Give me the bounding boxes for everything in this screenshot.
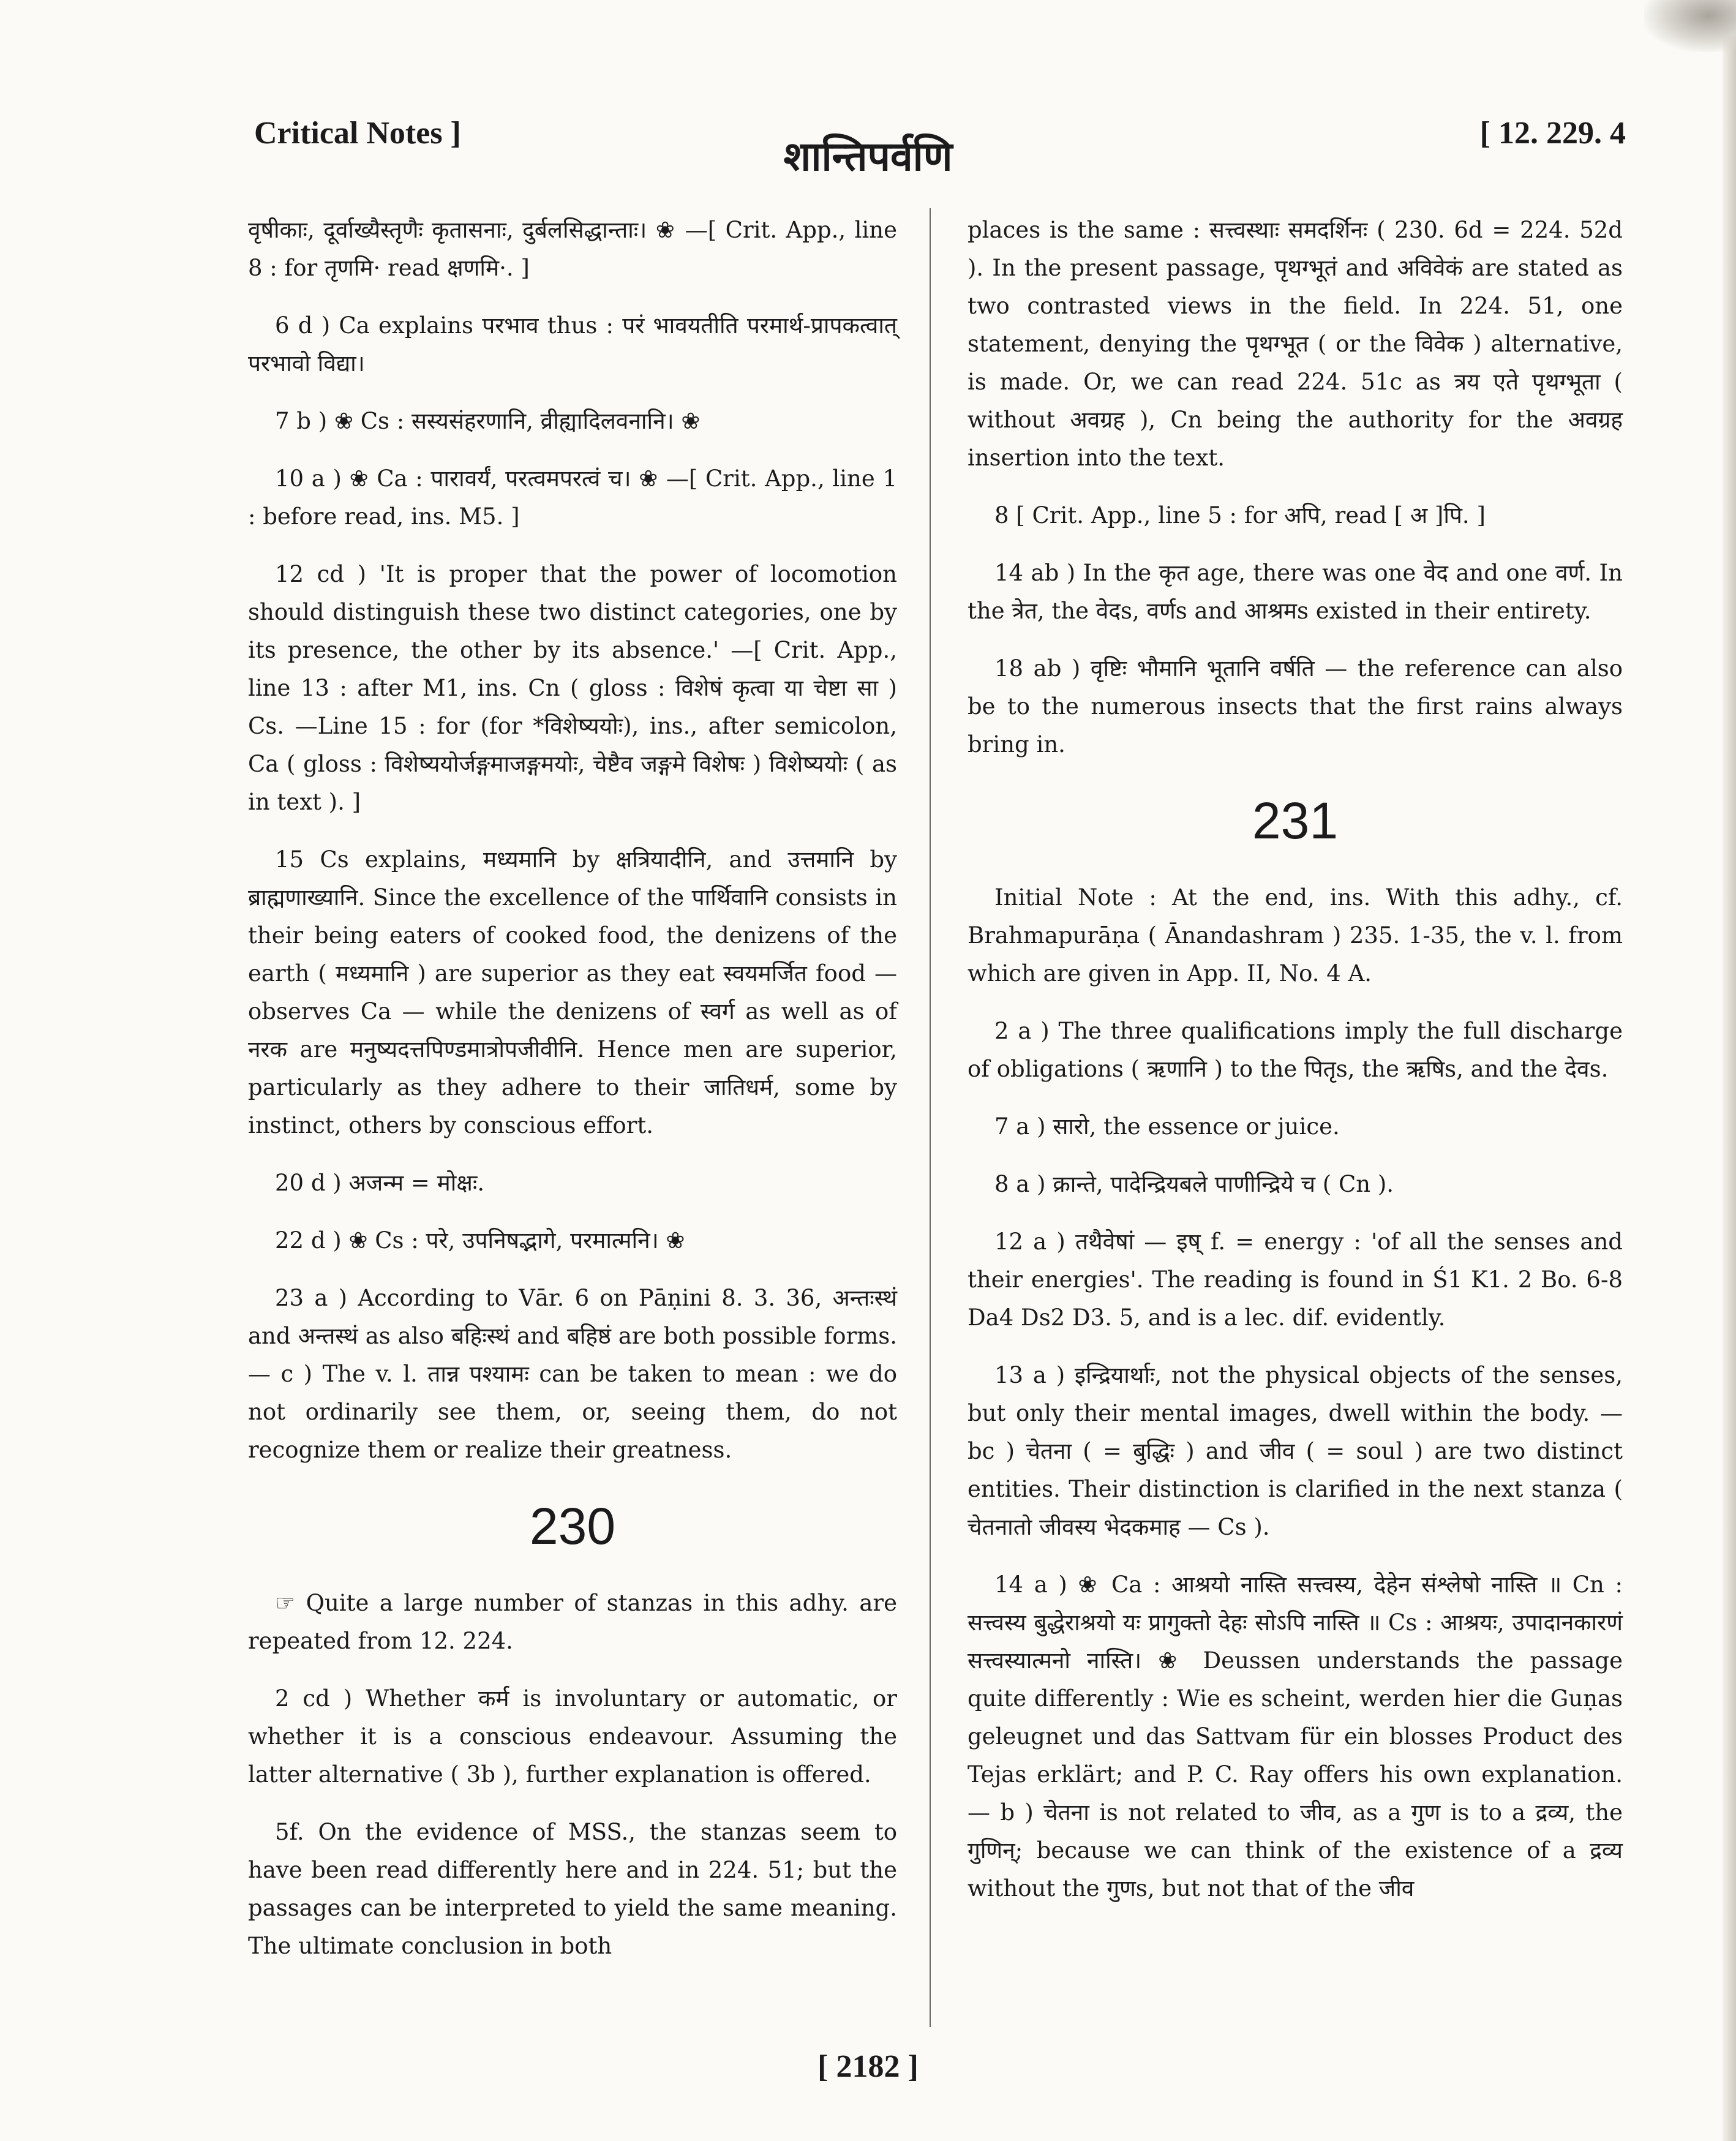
note-paragraph: 22 d ) ❀ Cs : परे, उपनिषद्भागे, परमात्मनि। ❀ <box>275 1227 685 1254</box>
note-paragraph: 10 a ) ❀ Ca : पारावर्यं, परत्वमपरत्वं च। ❀ —[ Crit. App., line 1 : before read, ins. M5. ] <box>248 465 897 530</box>
note-paragraph: 6 d ) Ca explains परभाव thus : परं भावयतीति परमार्थ-प्रापकत्वात् परभावो विद्या। <box>248 312 897 377</box>
right-column <box>968 211 1623 1927</box>
note-paragraph: 7 a ) सारो, the essence or juice. <box>994 1113 1340 1140</box>
note-paragraph: 7 b ) ❀ Cs : सस्यसंहरणानि, व्रीह्यादिलवनानि। ❀ <box>275 408 701 434</box>
note-paragraph: 13 a ) इन्द्रियार्थाः, not the physical objects of the senses, but only their mental images, dwell within the body. — bc ) चेतना ( = बुद्धिः ) and जीव ( = soul ) are two distinct entities. Their distinction is clarified in the next stanza ( चेतनातो जीवस्य भेदकमाह — Cs ). <box>968 1362 1623 1540</box>
note-paragraph: 20 d ) अजन्म = मोक्षः. <box>275 1170 485 1196</box>
note-paragraph: 15 Cs explains, मध्यमानि by क्षत्रियादीनि, and उत्तमानि by ब्राह्मणाख्यानि. Since the excellence of the पार्थिवानि consists in their being eaters of cooked food, the denizens of the earth ( मध्यमानि ) are superior as they eat स्वयमर्जित food — observes Ca — while the denizens of स्वर्ग as well as of नरक are मनुष्यदत्तपिण्डमात्रोपजीवीनि. Hence men are superior, particularly as they adhere to their जातिधर्म, some by instinct, others by conscious effort. <box>248 846 897 1138</box>
note-paragraph: ☞ Quite a large number of stanzas in this adhy. are repeated from 12. 224. <box>248 1590 897 1654</box>
note-paragraph: 2 cd ) Whether कर्म is involuntary or automatic, or whether it is a conscious endeavour. Assuming the latter alternative ( 3b ), further explanation is offered. <box>248 1685 897 1788</box>
note-paragraph: 14 ab ) In the कृत age, there was one वेद and one वर्ण. In the त्रेत, the वेदs, वर्णs and आश्रमs existed in their entirety. <box>968 560 1623 624</box>
note-paragraph: 2 a ) The three qualifications imply the full discharge of obligations ( ऋणानि ) to the पितृs, the ऋषिs, and the देवs. <box>968 1018 1623 1082</box>
note-paragraph: 14 a ) ❀ Ca : आश्रयो नास्ति सत्त्वस्य, देहेन संश्लेषो नास्ति ॥ Cn : सत्त्वस्य बुद्धेराश्रयो यः प्रागुक्तो देहः सोऽपि नास्ति ॥ Cs : आश्रयः, उपादानकारणं सत्त्वस्यात्मनो नास्ति। ❀ Deussen understands the passage quite differently : Wie es scheint, werden hier die Guṇas geleugnet und das Sattvam für ein blosses Product des Tejas erklärt; and P. C. Ray offers his own explanation. — b ) चेतना is not related to जीव, as a गुण is to a द्रव्य, the गुणिन्; because we can think of the existence of a द्रव्य without the गुणs, but not that of the जीव <box>968 1571 1623 1902</box>
note-paragraph: वृषीकाः, दूर्वाख्यैस्तृणैः कृतासनाः, दुर्बलसिद्धान्ताः। ❀ —[ Crit. App., line 8 : for तृणमि· read क्षणमि·. ] <box>248 217 897 281</box>
note-paragraph: 12 cd ) 'It is proper that the power of locomotion should distinguish these two distinct categories, one by its presence, the other by its absence.' —[ Crit. App., line 13 : after M1, ins. Cn ( gloss : विशेषं कृत्वा या चेष्टा सा ) Cs. —Line 15 : for (for *विशेष्ययोः), ins., after semicolon, Ca ( gloss : विशेष्ययोर्जङ्गमाजङ्गमयोः, चेष्टैव जङ्गमे विशेषः ) विशेष्ययोः ( as in text ). ] <box>248 561 897 815</box>
scan-page-edge <box>1723 0 1736 2141</box>
note-paragraph: 8 a ) क्रान्ते, पादेन्द्रियबले पाणीन्द्रिये च ( Cn ). <box>994 1171 1394 1197</box>
column-divider <box>930 208 931 2027</box>
note-paragraph: 8 [ Crit. App., line 5 : for अपि, read [ अ ]पि. ] <box>994 502 1486 529</box>
left-column <box>248 211 897 1985</box>
note-paragraph: 23 a ) According to Vār. 6 on Pāṇini 8. 3. 36, अन्तःस्थं and अन्तस्थं as also बहिःस्थं and बहिष्ठं are both possible forms. — c ) The v. l. तान्न पश्यामः can be taken to mean : we do not ordinarily see them, or, seeing them, do not recognize them or realize their greatness. <box>248 1285 897 1463</box>
section-heading-230: 230 <box>529 1497 616 1555</box>
note-paragraph: 18 ab ) वृष्टिः भौमानि भूतानि वर्षति — the reference can also be to the numerous insects that the first rains always bring in. <box>968 655 1623 758</box>
section-heading-231: 231 <box>1252 792 1339 849</box>
running-head-reference: [ 12. 229. 4 <box>1479 116 1626 151</box>
page-number: [ 2182 ] <box>817 2049 919 2084</box>
running-head-title: शान्तिपर्वणि <box>783 135 953 179</box>
scan-corner-smudge <box>1644 0 1736 52</box>
note-paragraph: 12 a ) तथैवेषां — इष् f. = energy : 'of all the senses and their energies'. The reading is found in Ś1 K1. 2 Bo. 6-8 Da4 Ds2 D3. 5, and is a lec. dif. evidently. <box>968 1229 1623 1331</box>
note-paragraph: places is the same : सत्त्वस्थाः समदर्शिनः ( 230. 6d = 224. 52d ). In the present passage, पृथग्भूतं and अविवेकं are stated as two contrasted views in the field. In 224. 51, one statement, denying the पृथग्भूत ( or the विवेक ) alternative, is made. Or, we can read 224. 51c as त्रय एते पृथग्भूता ( without अवग्रह ), Cn being the authority for the अवग्रह insertion into the text. <box>968 217 1623 471</box>
note-paragraph: Initial Note : At the end, ins. With this adhy., cf. Brahmapurāṇa ( Ānandashram ) 235. 1-35, the v. l. from which are given in App. II, No. 4 A. <box>968 884 1623 987</box>
running-head-left: Critical Notes ] <box>254 116 461 151</box>
note-paragraph: 5f. On the evidence of MSS., the stanzas seem to have been read differently here and in 224. 51; but the passages can be interpreted to yield the same meaning. The ultimate conclusion in both <box>248 1819 897 1959</box>
